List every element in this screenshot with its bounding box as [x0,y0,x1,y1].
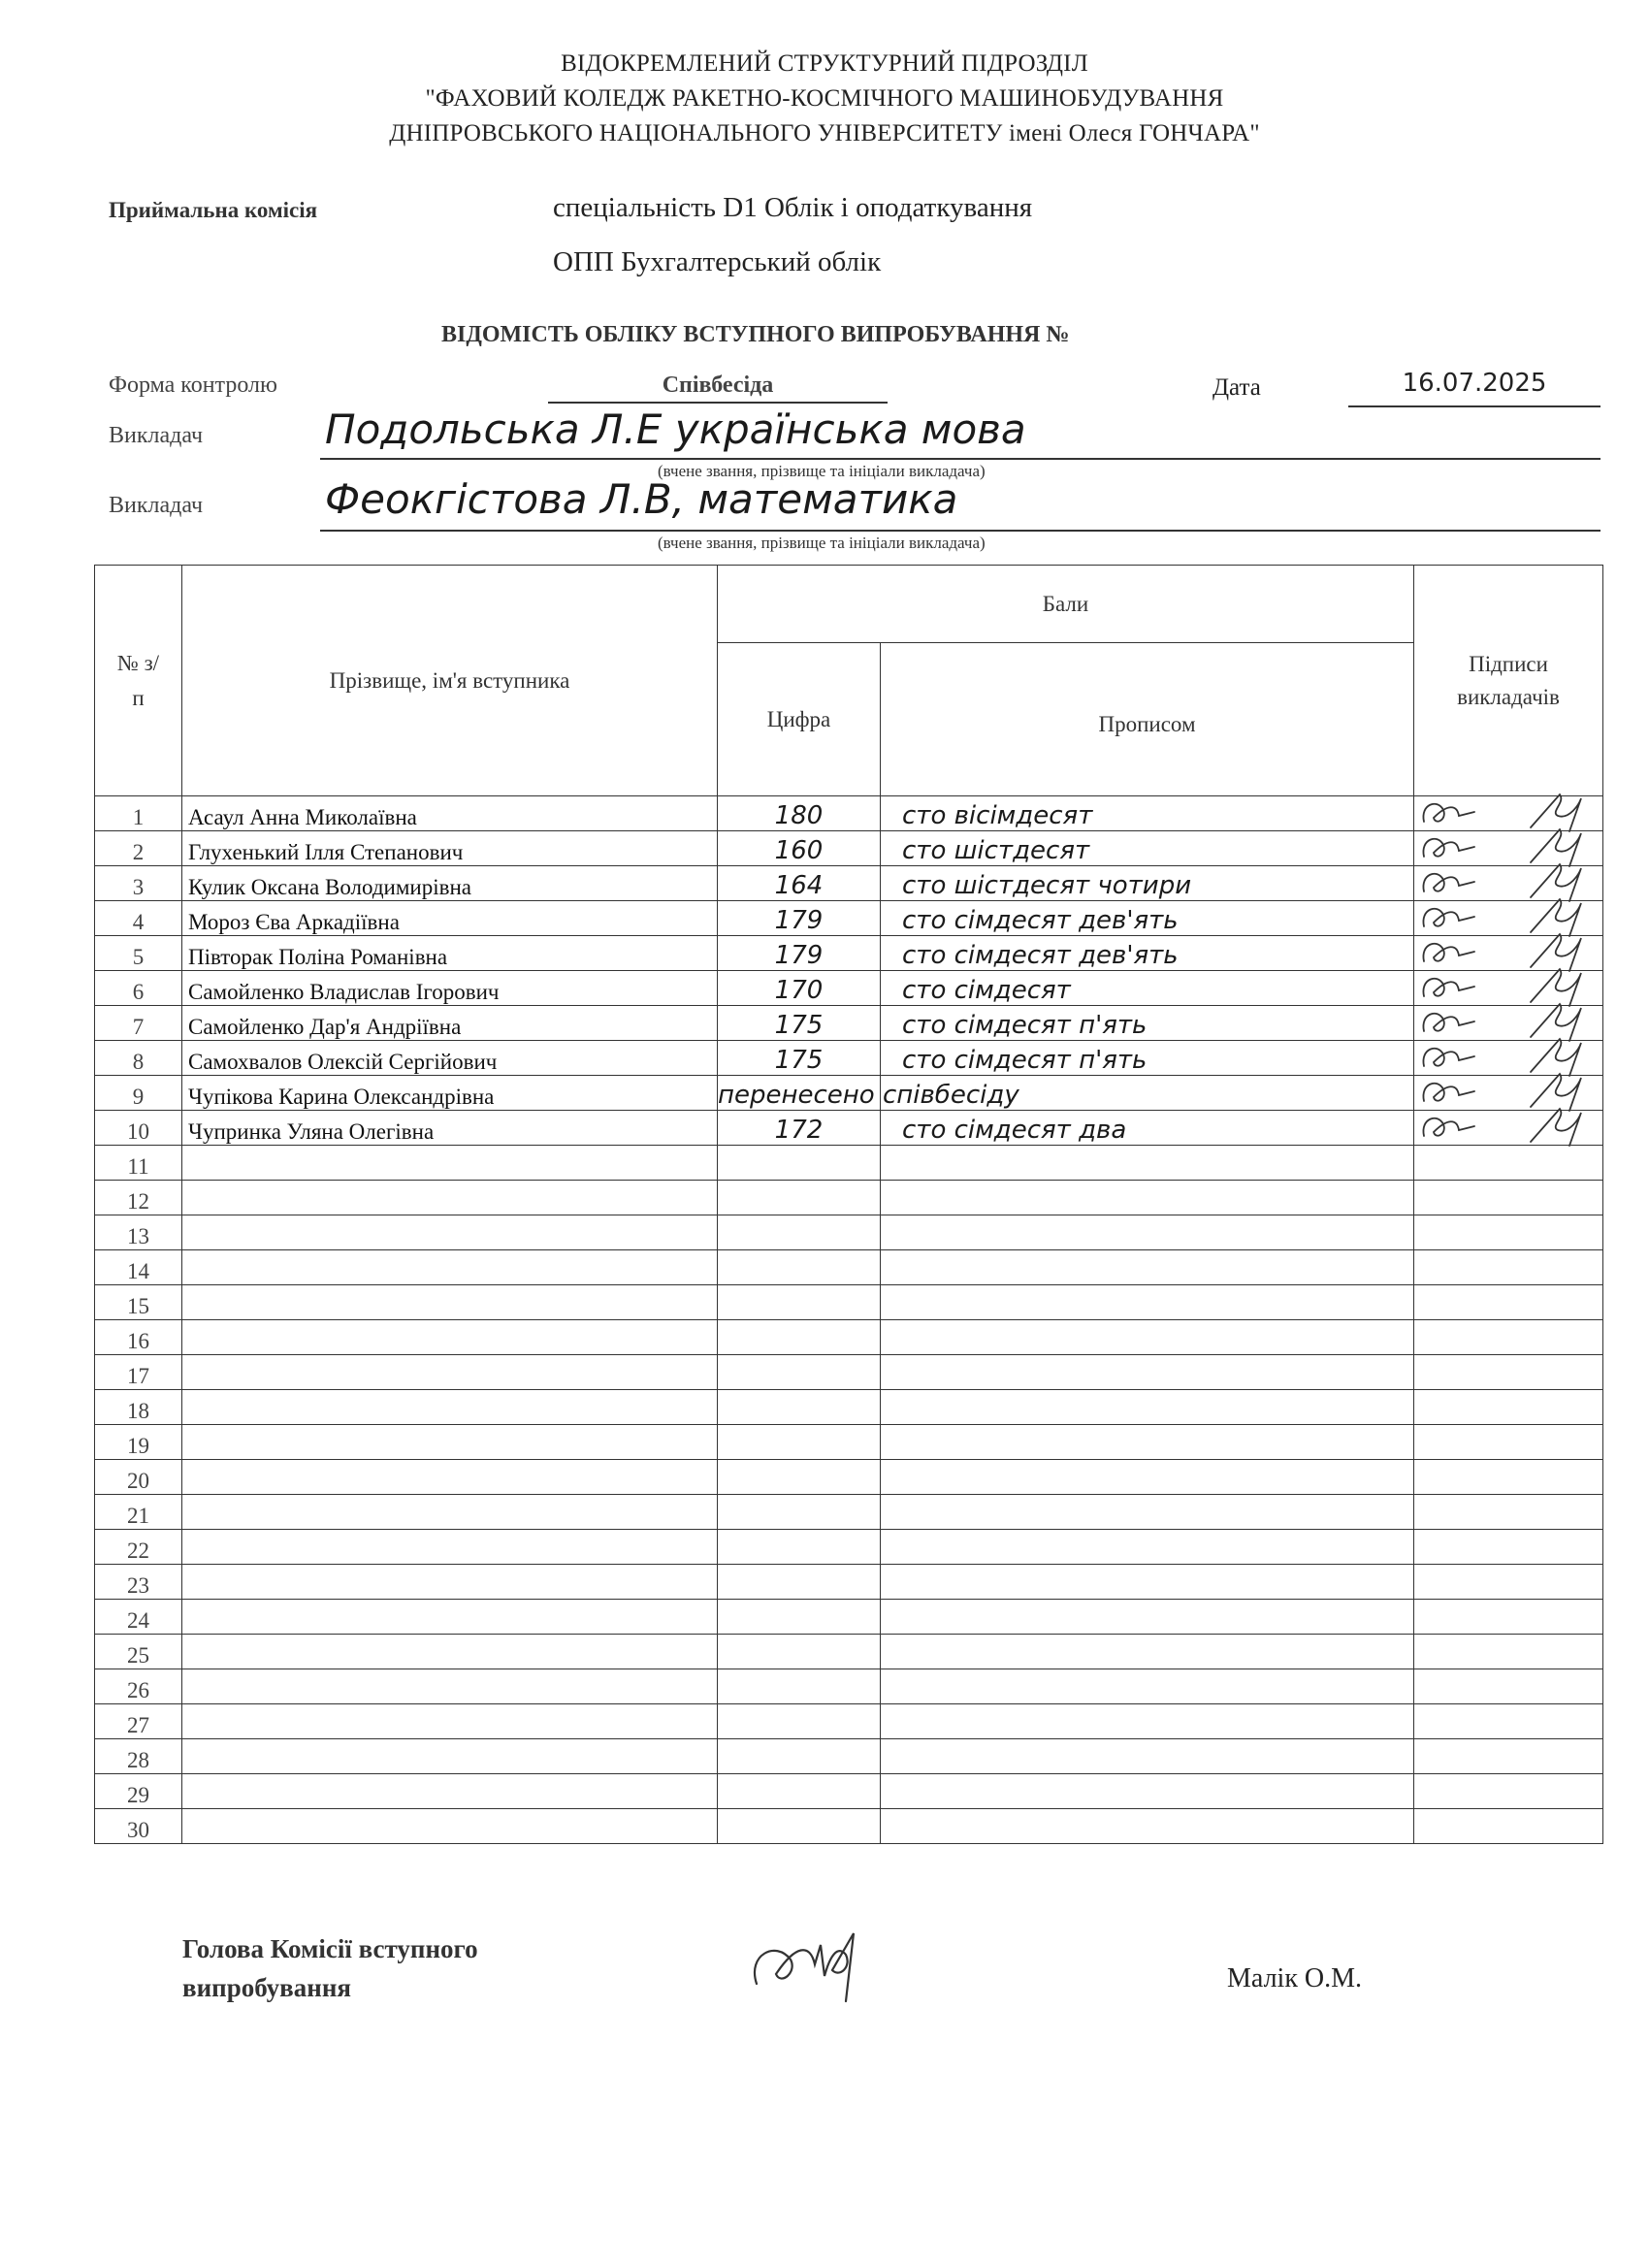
applicant-name [182,1146,718,1181]
score-digits [718,1320,881,1355]
teacher-signatures [1414,1809,1603,1844]
table-row [95,866,1603,901]
table-row [95,1774,1603,1809]
score-words [881,1250,1414,1285]
applicant-name [182,1320,718,1355]
form-label: Форма контролю [109,373,277,398]
specialty: спеціальність D1 Облік і оподаткування [553,192,1033,223]
score-words [881,1669,1414,1704]
score-digits [718,1809,881,1844]
row-number: 29 [95,1774,182,1809]
score-words [881,1495,1414,1530]
table-row [95,1390,1603,1425]
table-row [95,971,1603,1006]
score-digits [718,1390,881,1425]
score-words [881,1355,1414,1390]
teacher-signatures [1414,1669,1603,1704]
score-words [881,1600,1414,1635]
score-words [881,1530,1414,1565]
score-words: сто вісімдесят [881,796,1414,831]
score-digits [718,1704,881,1739]
col-signatures-header [1414,566,1603,796]
score-digits [718,1530,881,1565]
row-number: 30 [95,1809,182,1844]
applicant-name [182,1774,718,1809]
applicant-name [182,1215,718,1250]
row-number: 8 [95,1041,182,1076]
score-digits [718,1460,881,1495]
teacher-signatures [1414,1600,1603,1635]
score-digits: 172 [718,1111,881,1146]
form-underline [548,402,888,404]
applicant-name [182,1390,718,1425]
score-digits [718,1774,881,1809]
applicant-name [182,1739,718,1774]
row-number: 1 [95,796,182,831]
commission-head-title-line-1: Голова Комісії вступного [182,1934,478,1963]
applicant-name [182,1600,718,1635]
teacher-signatures [1414,1215,1603,1250]
teacher-1-label: Викладач [109,423,204,448]
commission-head-title-line-2: випробування [182,1973,351,2002]
score-digits: 180 [718,796,881,831]
score-digits [718,1285,881,1320]
applicant-name: Самойленко Дар'я Андріївна [182,1006,718,1041]
col-words-header: Прописом [881,643,1414,796]
teacher-2-value: Феокгістова Л.В, математика [325,475,958,523]
score-words: сто шістдесят [881,831,1414,866]
row-number: 16 [95,1320,182,1355]
row-number: 5 [95,936,182,971]
score-digits: 179 [718,936,881,971]
institution-line-2: "ФАХОВИЙ КОЛЕДЖ РАКЕТНО-КОСМІЧНОГО МАШИНОБУДУВАННЯ [425,85,1224,112]
row-number: 22 [95,1530,182,1565]
applicant-name: Кулик Оксана Володимирівна [182,866,718,901]
col-signatures-label: Підписи викладачів [1457,651,1560,709]
teacher-signatures [1414,1355,1603,1390]
applicant-name [182,1530,718,1565]
table-row [95,1565,1603,1600]
applicant-name [182,1669,718,1704]
applicant-name [182,1460,718,1495]
date-value: 16.07.2025 [1402,369,1547,398]
score-words [881,1704,1414,1739]
score-digits [718,1669,881,1704]
teacher-1-underline [320,458,1600,460]
teacher-1-caption: (вчене звання, прізвище та ініціали викладача) [658,462,986,480]
commission-head-name: Малік О.М. [1227,1963,1363,1993]
score-words: сто сімдесят дев'ять [881,936,1414,971]
table-row [95,1495,1603,1530]
teacher-signatures [1414,1425,1603,1460]
applicant-name [182,1635,718,1669]
score-digits [718,1565,881,1600]
row-number: 15 [95,1285,182,1320]
score-digits [718,1495,881,1530]
applicant-name: Асаул Анна Миколаївна [182,796,718,831]
table-row [95,1669,1603,1704]
col-points-header: Бали [718,566,1414,643]
institution-line-3: ДНІПРОВСЬКОГО НАЦІОНАЛЬНОГО УНІВЕРСИТЕТУ імені Олеся ГОНЧАРА" [389,120,1260,146]
applicant-name: Чупринка Уляна Олегівна [182,1111,718,1146]
document-title: ВІДОМІСТЬ ОБЛІКУ ВСТУПНОГО ВИПРОБУВАННЯ № [441,322,1070,347]
applicant-name [182,1181,718,1215]
teacher-signatures [1414,1530,1603,1565]
teacher-signatures [1414,1635,1603,1669]
table-row [95,796,1603,831]
applicant-name [182,1285,718,1320]
score-words [881,1565,1414,1600]
row-number: 7 [95,1006,182,1041]
teacher-signatures [1414,1285,1603,1320]
teacher-signatures [1414,1390,1603,1425]
table-row [95,1704,1603,1739]
col-number-label: № з/п [116,650,160,710]
table-row [95,1739,1603,1774]
score-words [881,1320,1414,1355]
score-words: сто сімдесят п'ять [881,1041,1414,1076]
table-row [95,1460,1603,1495]
score-words: сто сімдесят дев'ять [881,901,1414,936]
score-digits: перенесено співбесіду [718,1076,881,1111]
score-digits: 160 [718,831,881,866]
score-words [881,1739,1414,1774]
table-row [95,1355,1603,1390]
teacher-2-underline [320,530,1600,532]
row-number: 6 [95,971,182,1006]
applicant-name [182,1495,718,1530]
score-digits [718,1215,881,1250]
row-number: 18 [95,1390,182,1425]
table-row [95,1635,1603,1669]
row-number: 21 [95,1495,182,1530]
table-row [95,1111,1603,1146]
score-digits: 175 [718,1006,881,1041]
table-row [95,1600,1603,1635]
score-words [881,1425,1414,1460]
row-number: 3 [95,866,182,901]
row-number: 19 [95,1425,182,1460]
row-number: 23 [95,1565,182,1600]
teacher-signatures [1414,1320,1603,1355]
date-underline [1348,405,1600,407]
row-number: 4 [95,901,182,936]
score-digits: 164 [718,866,881,901]
teacher-signatures [1414,1111,1603,1146]
applicant-name: Півторак Поліна Романівна [182,936,718,971]
score-words [881,1809,1414,1844]
score-digits [718,1600,881,1635]
score-words [881,1146,1414,1181]
form-value: Співбесіда [662,373,774,398]
table-row [95,936,1603,971]
score-digits [718,1181,881,1215]
score-digits [718,1250,881,1285]
row-number: 2 [95,831,182,866]
table-row [95,901,1603,936]
score-words: сто сімдесят п'ять [881,1006,1414,1041]
applicant-name [182,1704,718,1739]
row-number: 10 [95,1111,182,1146]
table-row [95,1809,1603,1844]
teacher-signatures [1414,1704,1603,1739]
teacher-2-caption: (вчене звання, прізвище та ініціали викладача) [658,534,986,552]
teacher-signatures [1414,1146,1603,1181]
table-row [95,1181,1603,1215]
applicant-name [182,1250,718,1285]
score-words [881,1181,1414,1215]
row-number: 11 [95,1146,182,1181]
score-words [881,1774,1414,1809]
date-label: Дата [1212,374,1261,401]
applicant-name [182,1565,718,1600]
row-number: 13 [95,1215,182,1250]
score-digits [718,1739,881,1774]
row-number: 20 [95,1460,182,1495]
teacher-signatures [1414,1565,1603,1600]
applicant-name [182,1425,718,1460]
teacher-signatures [1414,1181,1603,1215]
table-row [95,1530,1603,1565]
score-digits [718,1146,881,1181]
row-number: 14 [95,1250,182,1285]
teacher-signatures [1414,1495,1603,1530]
row-number: 25 [95,1635,182,1669]
applicant-name [182,1809,718,1844]
score-digits [718,1355,881,1390]
score-digits [718,1425,881,1460]
teacher-1-value: Подольська Л.Е українська мова [325,405,1026,453]
row-number: 24 [95,1600,182,1635]
col-name-header: Прізвище, ім'я вступника [182,566,718,796]
applicants-table [94,565,1603,1844]
table-row [95,1215,1603,1250]
applicant-name: Мороз Єва Аркадіївна [182,901,718,936]
score-digits: 170 [718,971,881,1006]
table-row [95,1146,1603,1181]
col-number-header [95,566,182,796]
program: ОПП Бухгалтерський облік [553,246,882,277]
applicant-name: Чупікова Карина Олександрівна [182,1076,718,1111]
score-words [881,1390,1414,1425]
table-row [95,1041,1603,1076]
row-number: 28 [95,1739,182,1774]
score-words [881,1635,1414,1669]
teacher-signatures [1414,1460,1603,1495]
score-words [881,1460,1414,1495]
teacher-signatures [1414,1774,1603,1809]
row-number: 9 [95,1076,182,1111]
table-row [95,1006,1603,1041]
table-row [95,831,1603,866]
table-row [95,1320,1603,1355]
col-digit-header: Цифра [718,643,881,796]
teacher-signatures [1414,1250,1603,1285]
row-number: 17 [95,1355,182,1390]
teacher-2-label: Викладач [109,493,204,518]
row-number: 27 [95,1704,182,1739]
score-digits: 179 [718,901,881,936]
applicant-name: Самохвалов Олексій Сергійович [182,1041,718,1076]
teacher-signatures [1414,1739,1603,1774]
table-row [95,1076,1603,1111]
score-words: сто сімдесят два [881,1111,1414,1146]
table-row [95,1285,1603,1320]
table-row [95,1425,1603,1460]
applicant-name: Глухенький Ілля Степанович [182,831,718,866]
score-words: сто сімдесят [881,971,1414,1006]
applicant-name: Самойленко Владислав Ігорович [182,971,718,1006]
score-words [881,1215,1414,1250]
institution-line-1: ВІДОКРЕМЛЕНИЙ СТРУКТУРНИЙ ПІДРОЗДІЛ [561,50,1088,77]
score-digits [718,1635,881,1669]
row-number: 12 [95,1181,182,1215]
applicant-name [182,1355,718,1390]
commission-label: Приймальна комісія [109,198,318,222]
signature-mark [1414,1105,1599,1148]
row-number: 26 [95,1669,182,1704]
table-row [95,1250,1603,1285]
score-digits: 175 [718,1041,881,1076]
score-words: сто шістдесят чотири [881,866,1414,901]
score-words [881,1285,1414,1320]
head-signature [737,1916,883,2013]
